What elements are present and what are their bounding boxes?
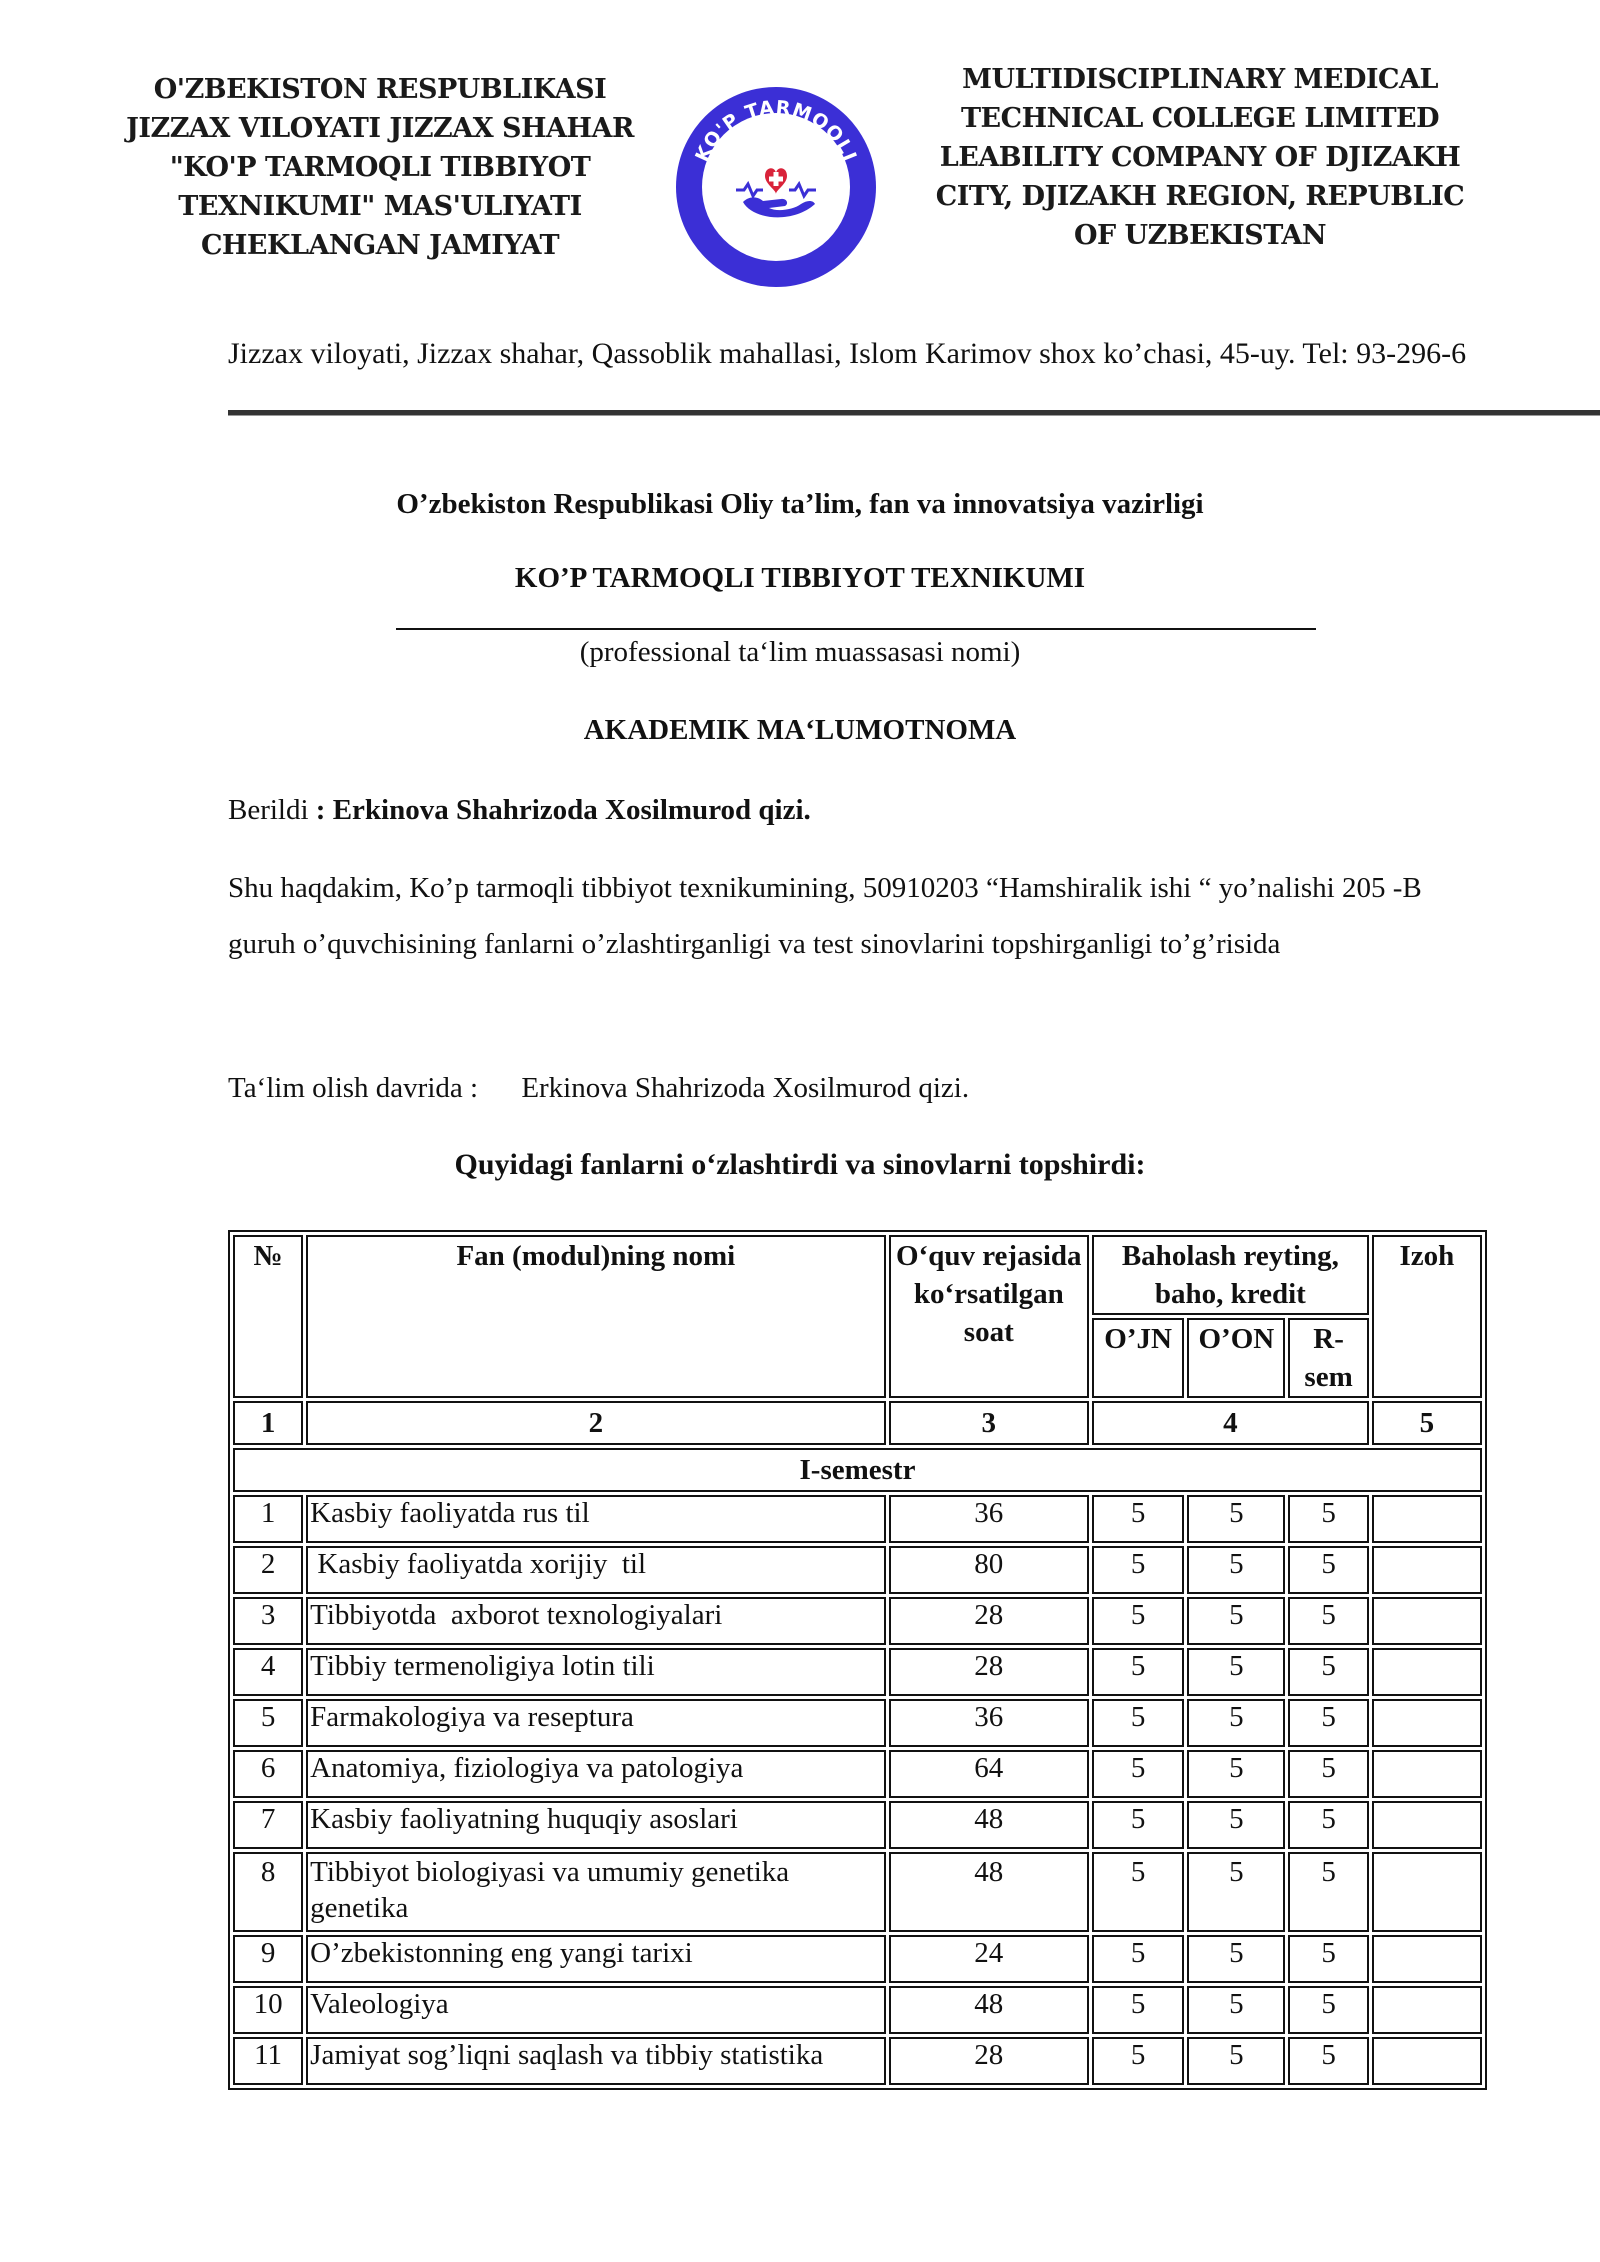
header-rsem: R-sem [1288,1318,1368,1398]
row-number: 2 [233,1546,303,1594]
column-number: 2 [306,1401,885,1445]
row-note [1372,1986,1482,2034]
grade-ojn: 5 [1092,1546,1184,1594]
grade-on: 5 [1187,1986,1285,2034]
letterhead-uz-line: JIZZAX VILOYATI JIZZAX SHAHAR [126,113,634,144]
logo-bottom-text: TIBBIYOT TEXNIKUMI [708,196,844,253]
row-number: 7 [233,1801,303,1849]
row-number: 6 [233,1750,303,1798]
row-number: 10 [233,1986,303,2034]
row-note [1372,1935,1482,1983]
header-on: O’ON [1187,1318,1285,1398]
header-divider [228,410,1600,416]
grade-ojn: 5 [1092,1495,1184,1543]
subject-name: Kasbiy faoliyatda rus til [306,1495,885,1543]
address-line: Jizzax viloyati, Jizzax shahar, Qassoblik mahallasi, Islom Karimov shox ko’chasi, 45-uy. Tel: 93-296-6 [228,337,1467,370]
header-note: Izoh [1372,1235,1482,1398]
table-row [233,1597,1482,1645]
subject-name: Kasbiy faoliyatda xorijiy til [306,1546,885,1594]
issued-colon: : [315,794,326,826]
row-number: 11 [233,2037,303,2085]
letterhead-en-line: CITY, DJIZAKH REGION, REPUBLIC [935,181,1465,212]
grades-table [228,1230,1487,2090]
letterhead-uz-line: TEXNIKUMI" MAS'ULIYATI [178,191,582,222]
grade-rsem: 5 [1288,1935,1368,1983]
institution-name: KO’P TARMOQLI TIBBIYOT TEXNIKUMI [514,562,1086,594]
grade-rsem: 5 [1288,1801,1368,1849]
grade-on: 5 [1187,1495,1285,1543]
grade-rsem: 5 [1288,1986,1368,2034]
grade-ojn: 5 [1092,1801,1184,1849]
subject-name: Tibbiyotda axborot texnologiyalari [306,1597,885,1645]
subject-name: Anatomiya, fiziologiya va patologiya [306,1750,885,1798]
subject-hours: 48 [889,1986,1089,2034]
grade-ojn: 5 [1092,1935,1184,1983]
semester-row [233,1448,1482,1492]
table-row [233,1648,1482,1696]
column-number: 5 [1372,1401,1482,1445]
grade-rsem: 5 [1288,1546,1368,1594]
grade-ojn: 5 [1092,1750,1184,1798]
letterhead-en [920,60,1480,255]
row-number: 8 [233,1852,303,1932]
grade-ojn: 5 [1092,1986,1184,2034]
institution-caption: (professional ta‘lim muassasasi nomi) [579,636,1021,668]
column-number: 3 [889,1401,1089,1445]
semester-label: I-semestr [233,1448,1482,1492]
document-title: AKADEMIK MA‘LUMOTNOMA [583,714,1017,746]
grade-ojn: 5 [1092,1699,1184,1747]
subject-name: O’zbekistonning eng yangi tarixi [306,1935,885,1983]
header-grading: Baholash reyting, baho, kredit [1092,1235,1369,1315]
grade-on: 5 [1187,2037,1285,2085]
letterhead-en-line: LEABILITY COMPANY OF DJIZAKH [939,142,1461,173]
row-note [1372,1750,1482,1798]
grade-on: 5 [1187,1852,1285,1932]
row-number: 4 [233,1648,303,1696]
grade-on: 5 [1187,1648,1285,1696]
grade-on: 5 [1187,1935,1285,1983]
column-number: 1 [233,1401,303,1445]
row-note [1372,1801,1482,1849]
period-label: Ta‘lim olish davrida : [228,1072,479,1104]
row-note [1372,1648,1482,1696]
letterhead-uz-line: "KO'P TARMOQLI TIBBIYOT [169,152,591,183]
student-name: Erkinova Shahrizoda Xosilmurod qizi. [332,794,811,826]
grade-ojn: 5 [1092,1597,1184,1645]
row-number: 5 [233,1699,303,1747]
grade-on: 5 [1187,1546,1285,1594]
table-heading: Quyidagi fanlarni o‘zlashtirdi va sinovlarni topshirdi: [454,1148,1146,1181]
grade-ojn: 5 [1092,1648,1184,1696]
subject-name: Tibbiyot biologiyasi va umumiy genetika genetika [306,1852,885,1932]
header-subject: Fan (modul)ning nomi [306,1235,885,1398]
institution-underline [396,628,1316,630]
table-row [233,1546,1482,1594]
column-number: 4 [1092,1401,1369,1445]
grade-rsem: 5 [1288,2037,1368,2085]
period-name: Erkinova Shahrizoda Xosilmurod qizi. [521,1072,970,1104]
grade-rsem: 5 [1288,1699,1368,1747]
row-note [1372,1597,1482,1645]
grade-rsem: 5 [1288,1852,1368,1932]
header-ojn: O’JN [1092,1318,1184,1398]
subject-hours: 28 [889,1648,1089,1696]
grade-rsem: 5 [1288,1597,1368,1645]
row-note [1372,1852,1482,1932]
subject-name: Tibbiy termenoligiya lotin tili [306,1648,885,1696]
grade-on: 5 [1187,1801,1285,1849]
row-note [1372,1495,1482,1543]
row-number: 1 [233,1495,303,1543]
subject-name: Jamiyat sog’liqni saqlash va tibbiy statistika [306,2037,885,2085]
grade-on: 5 [1187,1597,1285,1645]
logo-top-text: KO'P TARMOQLI [691,96,861,166]
grade-rsem: 5 [1288,1750,1368,1798]
ministry-name: O’zbekiston Respublikasi Oliy ta’lim, fan va innovatsiya vazirligi [396,488,1204,520]
letterhead-uz-line: O'ZBEKISTON RESPUBLIKASI [153,74,607,105]
column-number-row [233,1401,1482,1445]
subject-hours: 64 [889,1750,1089,1798]
table-row [233,1986,1482,2034]
letterhead-uz [110,70,650,265]
table-row [233,1750,1482,1798]
letterhead-en-line: TECHNICAL COLLEGE LIMITED [960,103,1440,134]
table-row [233,2037,1482,2085]
grade-on: 5 [1187,1750,1285,1798]
subject-name: Farmakologiya va reseptura [306,1699,885,1747]
table-row [233,1495,1482,1543]
table-row [233,1852,1482,1932]
grade-on: 5 [1187,1699,1285,1747]
subject-hours: 80 [889,1546,1089,1594]
subject-hours: 24 [889,1935,1089,1983]
college-logo [673,82,879,292]
issued-label: Berildi [228,794,309,826]
header-hours: O‘quv rejasida ko‘rsatilgan soat [889,1235,1089,1398]
row-number: 9 [233,1935,303,1983]
subject-hours: 48 [889,1801,1089,1849]
grade-ojn: 5 [1092,1852,1184,1932]
subject-hours: 36 [889,1699,1089,1747]
letterhead-en-line: MULTIDISCIPLINARY MEDICAL [962,64,1438,95]
issued-line [228,794,811,827]
period-line [228,1072,969,1105]
subject-hours: 48 [889,1852,1089,1932]
row-number: 3 [233,1597,303,1645]
table-row [233,1935,1482,1983]
subject-hours: 28 [889,2037,1089,2085]
letterhead-en-line: OF UZBEKISTAN [1073,220,1327,251]
statement-paragraph: Shu haqdakim, Ko’p tarmoqli tibbiyot texnikumining, 50910203 “Hamshiralik ishi “ yo’nalishi 205 -B guruh o’quvchisining fanlarni o’zlashtirganligi va test sinovlarini topshirganligi to’g’risida [228,872,1422,960]
letterhead-uz-line: CHEKLANGAN JAMIYAT [200,230,560,261]
subject-name: Valeologiya [306,1986,885,2034]
row-note [1372,1546,1482,1594]
table-row [233,1699,1482,1747]
subject-hours: 28 [889,1597,1089,1645]
row-note [1372,2037,1482,2085]
grade-ojn: 5 [1092,2037,1184,2085]
grade-rsem: 5 [1288,1495,1368,1543]
grade-rsem: 5 [1288,1648,1368,1696]
header-no: № [233,1235,303,1398]
row-note [1372,1699,1482,1747]
subject-name: Kasbiy faoliyatning huquqiy asoslari [306,1801,885,1849]
subject-hours: 36 [889,1495,1089,1543]
table-row [233,1801,1482,1849]
